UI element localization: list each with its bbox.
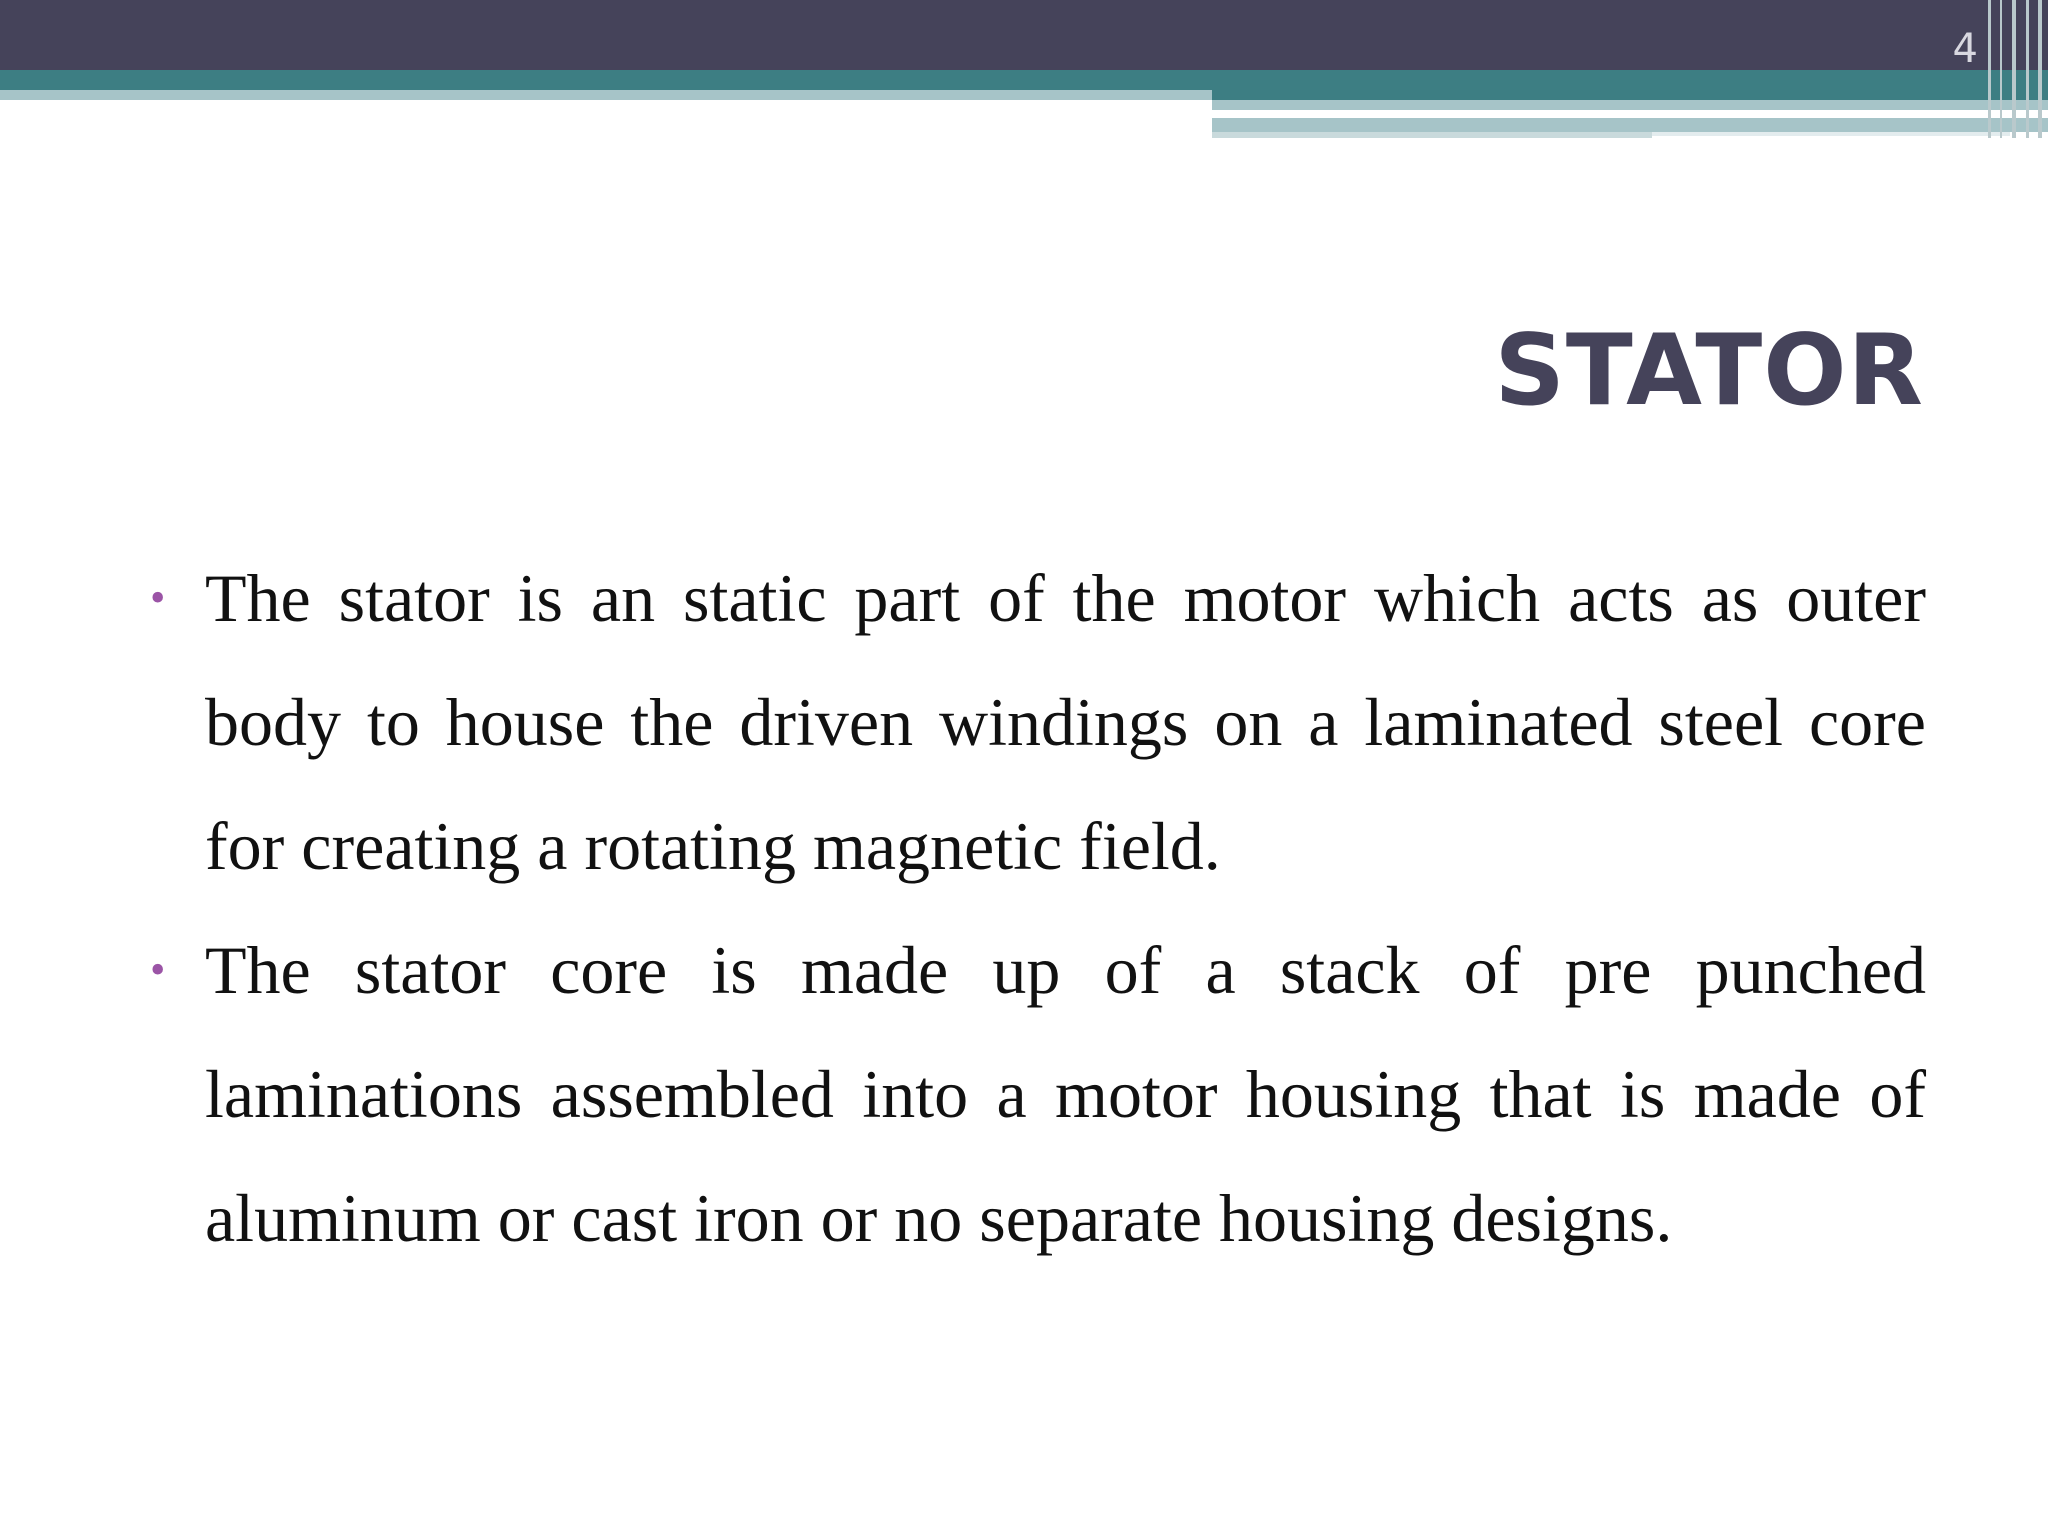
decorative-stripe bbox=[2038, 0, 2042, 138]
header-band-right-faint-2 bbox=[1652, 132, 2010, 136]
slide-title: STATOR bbox=[1494, 314, 1924, 428]
bullet-list bbox=[140, 536, 1926, 1280]
header-band-right-faint bbox=[1212, 132, 1652, 138]
page-number: 4 bbox=[1952, 26, 1978, 72]
header-band-dark bbox=[0, 0, 2048, 70]
header-band-right-teal bbox=[1212, 90, 2048, 100]
decorative-stripe bbox=[1988, 0, 1991, 138]
decorative-stripe bbox=[2012, 0, 2016, 138]
header-band-teal bbox=[0, 70, 2048, 90]
bullet-item bbox=[140, 908, 1926, 1280]
header-band-light bbox=[0, 90, 1212, 100]
bullet-dot-icon: • bbox=[150, 573, 166, 622]
header-band-right-gap bbox=[1212, 110, 1897, 118]
header-band-right-light-2 bbox=[1212, 118, 2048, 132]
header-band-right-light bbox=[1212, 100, 2048, 110]
decorative-stripe bbox=[2000, 0, 2002, 138]
bullet-text: The stator is an static part of the motor which acts as outer body to house the driven windings on a laminated steel core for creating a rotating magnetic field. bbox=[205, 560, 1926, 884]
bullet-dot-icon: • bbox=[150, 945, 166, 994]
decorative-stripe bbox=[2026, 0, 2029, 138]
bullet-item bbox=[140, 536, 1926, 908]
bullet-text: The stator core is made up of a stack of pre punched laminations assembled into a motor housing that is made of aluminum or cast iron or no separate housing designs. bbox=[205, 932, 1926, 1256]
